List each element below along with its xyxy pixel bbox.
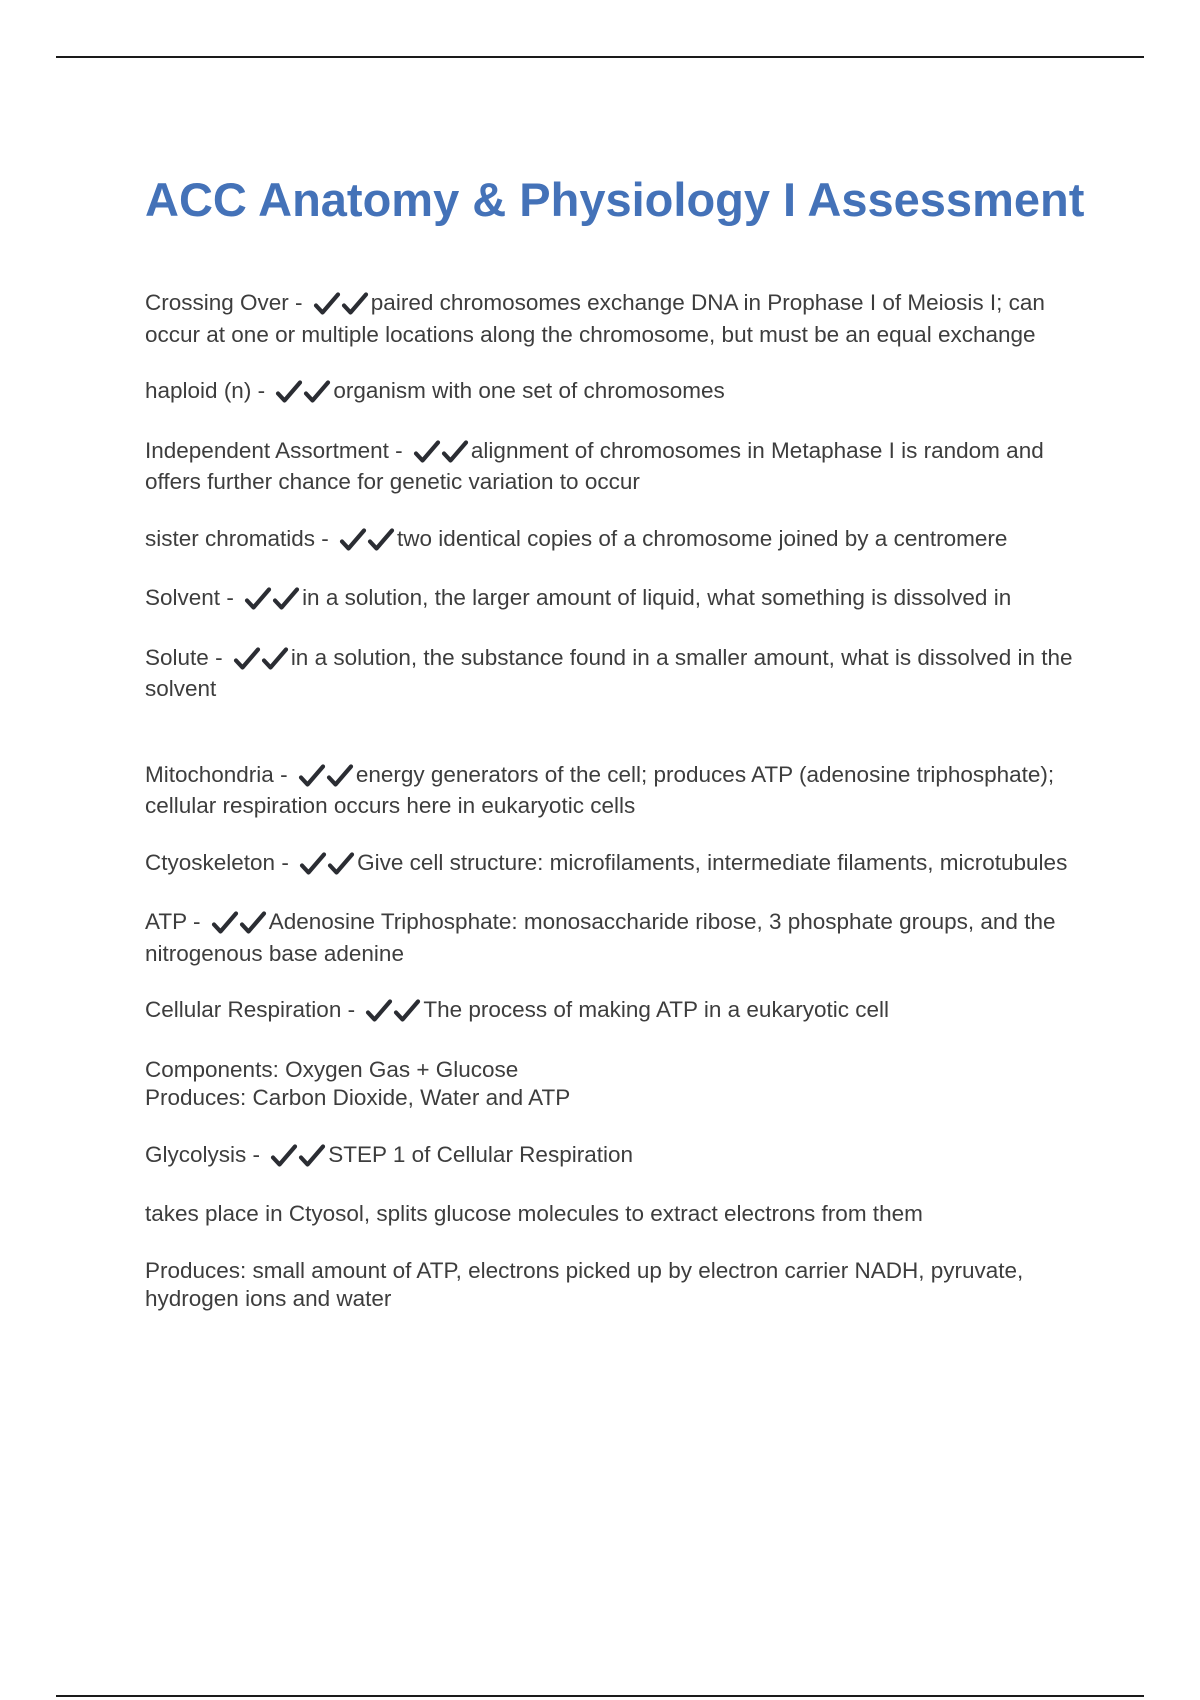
definition: in a solution, the larger amount of liquid, what something is dissolved in <box>302 585 1012 610</box>
definition: alignment of chromosomes in Metaphase I is random and offers further chance for genetic variation to occur <box>145 437 1044 494</box>
bottom-rule <box>56 1695 1144 1697</box>
flashcard-list <box>145 289 1090 1314</box>
check-mark-icon <box>393 999 421 1023</box>
check-mark-icon <box>272 587 300 611</box>
definition: STEP 1 of Cellular Respiration <box>328 1141 633 1167</box>
list-item: Independent Assortment - alignment of chromosomes in Metaphase I is random and offers further chance for genetic variation to occur <box>145 437 1044 494</box>
list-item: Mitochondria - energy generators of the cell; produces ATP (adenosine triphosphate); cellular respiration occurs here in eukaryotic cells <box>145 761 1055 818</box>
check-mark-icon <box>365 999 393 1023</box>
term: haploid (n) <box>145 378 252 403</box>
check-mark-icon <box>313 292 341 316</box>
check-mark-icon <box>211 911 239 935</box>
document-body <box>145 172 1090 1342</box>
definition: The process of making ATP in a eukaryotic cell <box>423 997 889 1022</box>
list-item: Solute - in a solution, the substance found in a smaller amount, what is dissolved in the solvent <box>145 644 1073 701</box>
top-rule <box>56 56 1144 58</box>
term: Mitochondria <box>145 761 274 787</box>
definition: Adenosine Triphosphate: monosaccharide ribose, 3 phosphate groups, and the nitrogenous base adenine <box>145 909 1056 966</box>
term: Glycolysis <box>145 1141 247 1167</box>
check-mark-icon <box>244 587 272 611</box>
produces-line: Produces: Carbon Dioxide, Water and ATP <box>145 1085 571 1110</box>
term: Crossing Over <box>145 290 289 315</box>
check-mark-icon <box>339 528 367 552</box>
term: Solvent <box>145 585 221 610</box>
check-mark-icon <box>327 852 355 876</box>
list-item <box>145 1056 1090 1113</box>
check-mark-icon <box>298 1144 326 1168</box>
check-mark-icon <box>299 852 327 876</box>
term: ATP <box>145 909 187 934</box>
term: Ctyoskeleton <box>145 849 276 875</box>
check-mark-icon <box>341 292 369 316</box>
check-mark-icon <box>413 440 441 464</box>
definition: paired chromosomes exchange DNA in Prophase I of Meiosis I; can occur at one or multiple locations along the chromosome, but must be an equal exchange <box>145 290 1045 347</box>
list-item <box>145 1200 1090 1229</box>
paragraph-text: Produces: small amount of ATP, electrons picked up by electron carrier NADH, pyruvate, hydrogen ions and water <box>145 1257 1024 1311</box>
check-marks <box>244 587 300 616</box>
components-line: Components: Oxygen Gas + Glucose <box>145 1056 519 1082</box>
term: sister chromatids <box>145 525 316 551</box>
list-item: Ctyoskeleton - Give cell structure: microfilaments, intermediate filaments, microtubules <box>145 849 1090 881</box>
check-mark-icon <box>239 911 267 935</box>
definition: organism with one set of chromosomes <box>333 378 725 403</box>
definition: Give cell structure: microfilaments, intermediate filaments, microtubules <box>357 849 1068 875</box>
check-mark-icon <box>275 380 303 404</box>
list-item: Cellular Respiration - The process of making ATP in a eukaryotic cell <box>145 996 1090 1028</box>
check-marks <box>298 764 354 793</box>
list-item: ATP - Adenosine Triphosphate: monosaccharide ribose, 3 phosphate groups, and the nitrogenous base adenine <box>145 909 1056 966</box>
list-item: Crossing Over - paired chromosomes exchange DNA in Prophase I of Meiosis I; can occur at one or multiple locations along the chromosome, but must be an equal exchange <box>145 290 1045 347</box>
check-mark-icon <box>367 528 395 552</box>
check-mark-icon <box>233 647 261 671</box>
check-mark-icon <box>298 764 326 788</box>
definition: two identical copies of a chromosome joined by a centromere <box>397 525 1008 551</box>
term: Independent Assortment <box>145 437 389 463</box>
check-marks <box>313 292 369 321</box>
list-item: haploid (n) - organism with one set of chromosomes <box>145 377 1090 409</box>
list-item: Solvent - in a solution, the larger amount of liquid, what something is dissolved in <box>145 584 1090 616</box>
check-marks <box>413 440 469 469</box>
term: Solute <box>145 644 209 670</box>
check-mark-icon <box>326 764 354 788</box>
check-marks <box>365 999 421 1028</box>
list-item <box>145 1257 1090 1314</box>
check-marks <box>275 380 331 409</box>
check-marks <box>233 647 289 676</box>
term: Cellular Respiration <box>145 997 342 1022</box>
check-marks <box>211 911 267 940</box>
check-marks <box>339 528 395 557</box>
page-title: ACC Anatomy & Physiology I Assessment <box>145 173 1085 226</box>
definition: energy generators of the cell; produces ATP (adenosine triphosphate); cellular respiration occurs here in eukaryotic cells <box>145 761 1055 818</box>
definition: in a solution, the substance found in a smaller amount, what is dissolved in the solvent <box>145 644 1073 701</box>
check-mark-icon <box>270 1144 298 1168</box>
check-mark-icon <box>303 380 331 404</box>
list-item: sister chromatids - two identical copies of a chromosome joined by a centromere <box>145 525 1090 557</box>
check-mark-icon <box>261 647 289 671</box>
check-marks <box>270 1144 326 1173</box>
list-item: Glycolysis - STEP 1 of Cellular Respiration <box>145 1141 1090 1173</box>
check-mark-icon <box>441 440 469 464</box>
paragraph-text: takes place in Ctyosol, splits glucose molecules to extract electrons from them <box>145 1201 923 1226</box>
check-marks <box>299 852 355 881</box>
